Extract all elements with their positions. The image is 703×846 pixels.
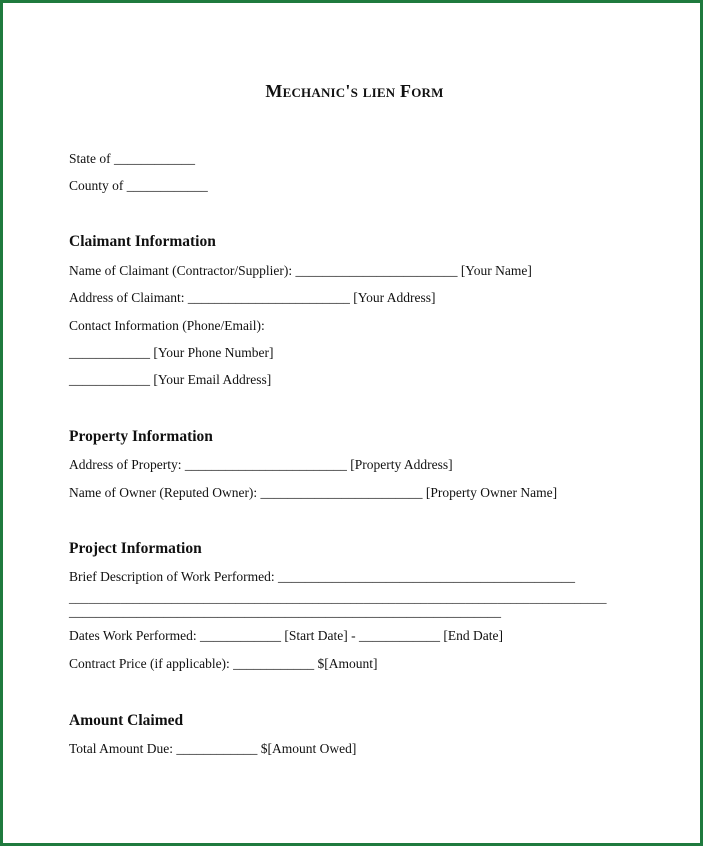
total-due-field: Total Amount Due: ____________ $[Amount Owed]	[69, 741, 357, 756]
property-heading: Property Information	[69, 428, 213, 445]
work-description-line-3: ________________________________________________________________	[69, 604, 501, 619]
contact-info-label: Contact Information (Phone/Email):	[69, 318, 265, 333]
claimant-heading: Claimant Information	[69, 233, 216, 250]
project-heading: Project Information	[69, 540, 202, 557]
county-field: County of ____________	[69, 178, 208, 193]
document-title: Mechanic's lien Form	[265, 81, 444, 101]
contract-price-field: Contract Price (if applicable): ____________ $[Amount]	[69, 656, 378, 671]
claimant-address-field: Address of Claimant: ________________________ [Your Address]	[69, 290, 436, 305]
amount-heading: Amount Claimed	[69, 712, 184, 729]
property-owner-field: Name of Owner (Reputed Owner): ________________________ [Property Owner Name]	[69, 485, 558, 500]
property-address-field: Address of Property: ________________________ [Property Address]	[69, 457, 453, 472]
email-field: ____________ [Your Email Address]	[69, 372, 272, 387]
work-description-line-2: ____________________________________________________________________________________	[69, 591, 607, 605]
phone-field: ____________ [Your Phone Number]	[69, 345, 274, 360]
state-field: State of ____________	[69, 151, 195, 166]
work-dates-field: Dates Work Performed: ____________ [Start Date] - ____________ [End Date]	[69, 628, 503, 643]
work-description-field: Brief Description of Work Performed: ____________________________________________	[69, 569, 575, 584]
claimant-name-field: Name of Claimant (Contractor/Supplier): ________________________ [Your Name]	[69, 263, 532, 278]
